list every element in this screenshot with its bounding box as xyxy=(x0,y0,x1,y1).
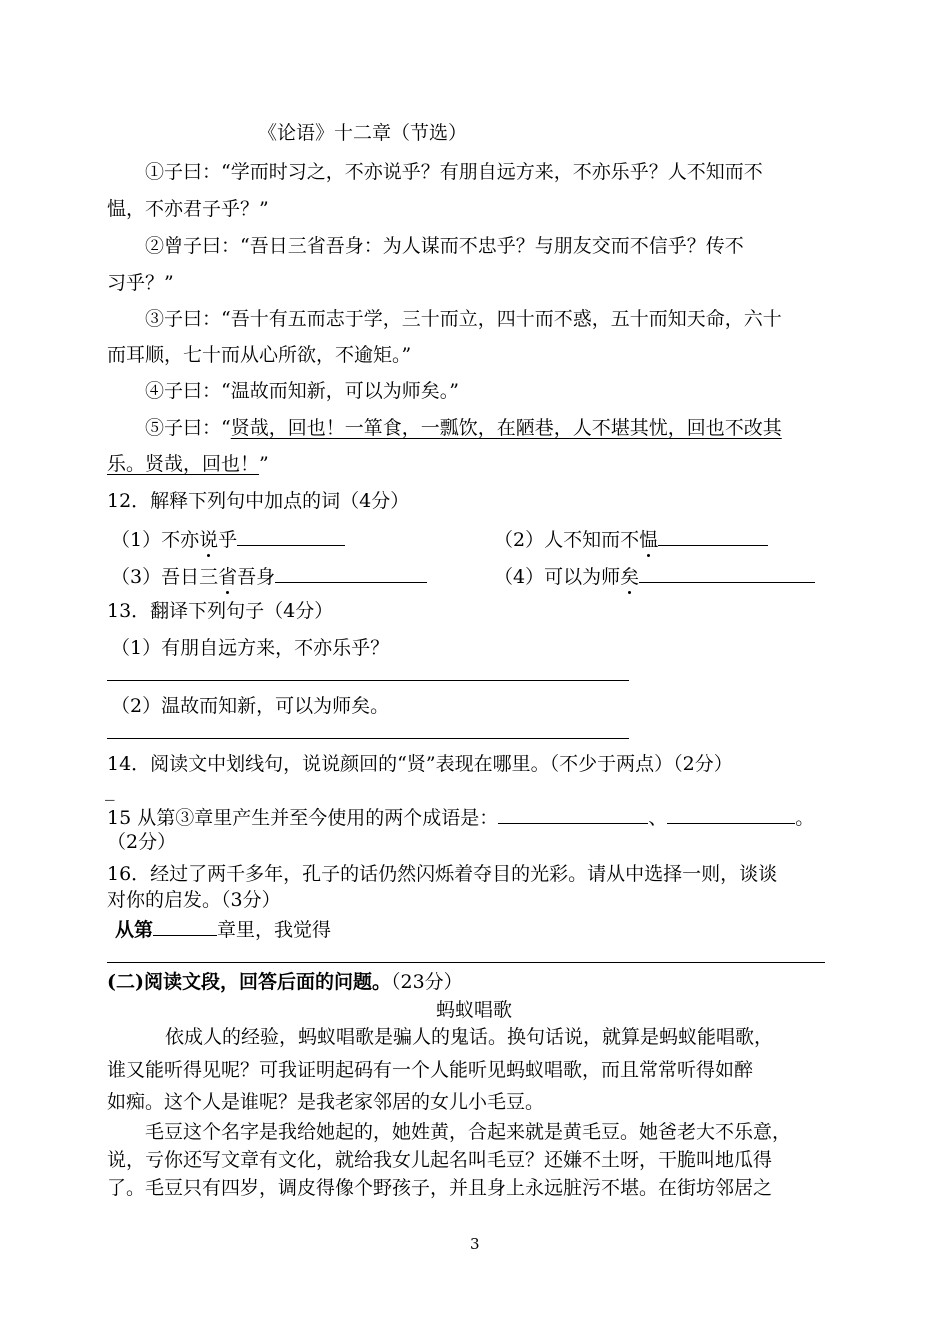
dotted-word: 说 xyxy=(199,529,219,551)
q12-item-1-pre: （1）不亦 xyxy=(111,529,200,551)
q12-item-3-post: 吾身 xyxy=(237,566,276,588)
section-2-score: （23分） xyxy=(390,971,463,993)
section-2-heading-text: (二)阅读文段，回答后面的问题。 xyxy=(107,971,391,993)
chapter-1-line-2: 愠，不亦君子乎？” xyxy=(107,198,269,220)
q15-separator: 、 xyxy=(648,807,668,829)
chapter-2-line-1: ②曾子曰：“吾日三省吾身：为人谋而不忠乎？与朋友交而不信乎？传不 xyxy=(145,235,744,257)
question-16-line-1: 16．经过了两千多年，孔子的话仍然闪烁着夺目的光彩。请从中选择一则，谈谈 xyxy=(107,863,778,885)
dotted-word: 愠 xyxy=(639,529,659,551)
question-14: 14．阅读文中划线句，说说颜回的“贤”表现在哪里。（不少于两点）（2分） xyxy=(107,753,733,775)
q16-answer-line xyxy=(115,916,331,942)
q12-item-4 xyxy=(494,563,815,589)
answer-blank[interactable] xyxy=(237,526,345,546)
q12-item-3 xyxy=(111,563,427,589)
question-16-line-2: 对你的启发。（3分） xyxy=(107,889,281,911)
chapter-2-line-2: 习乎？” xyxy=(107,272,174,294)
answer-line[interactable] xyxy=(107,680,629,681)
q16-answer-post: 章里，我觉得 xyxy=(217,919,332,941)
q15-text: 15 从第③章里产生并至今使用的两个成语是： xyxy=(107,807,499,829)
article-title: 蚂蚁唱歌 xyxy=(436,999,513,1021)
q12-item-2 xyxy=(494,526,768,552)
section-2-heading xyxy=(107,970,463,994)
q15-end: 。 xyxy=(795,807,815,829)
answer-line[interactable] xyxy=(107,962,825,963)
chapter-4-line: ④子曰：“温故而知新，可以为师矣。” xyxy=(145,380,459,402)
question-12-title: 12．解释下列句中加点的词（4分） xyxy=(107,490,410,512)
chapter-5-line-1 xyxy=(145,416,782,440)
paragraph-1-line-2: 谁又能听得见呢？可我证明起码有一个人能听见蚂蚁唱歌，而且常常听得如醉 xyxy=(107,1059,754,1081)
chapter-5-line-2 xyxy=(107,452,269,476)
chapter-3-line-2: 而耳顺，七十而从心所欲，不逾矩。” xyxy=(107,344,412,366)
chapter-5-suffix: ” xyxy=(259,453,269,475)
answer-blank[interactable] xyxy=(639,563,815,583)
answer-blank[interactable] xyxy=(275,563,427,583)
chapter-5-prefix: ⑤子曰：“ xyxy=(145,417,231,439)
chapter-1-line-1: ①子曰：“学而时习之，不亦说乎？有朋自远方来，不亦乐乎？人不知而不 xyxy=(145,161,763,183)
dotted-word: 省 xyxy=(218,566,238,588)
q16-answer-pre: 从第 xyxy=(115,919,154,941)
page-number: 3 xyxy=(470,1235,480,1253)
question-15 xyxy=(107,804,814,830)
answer-line[interactable] xyxy=(107,738,629,739)
paragraph-1-line-1: 依成人的经验，蚂蚁唱歌是骗人的鬼话。换句话说，就算是蚂蚁能唱歌， xyxy=(165,1026,774,1048)
answer-blank[interactable] xyxy=(658,526,768,546)
q14-answer-mark: _ xyxy=(105,779,115,801)
paragraph-1-line-3: 如痴。这个人是谁呢？是我老家邻居的女儿小毛豆。 xyxy=(107,1091,545,1113)
q13-sentence-1: （1）有朋自远方来，不亦乐乎？ xyxy=(111,637,390,659)
poem-title: 《论语》十二章（节选） xyxy=(258,122,468,144)
q12-item-4-pre: （4）可以为师 xyxy=(494,566,621,588)
dotted-word: 矣 xyxy=(620,566,640,588)
answer-blank[interactable] xyxy=(153,916,217,936)
q12-item-2-pre: （2）人不知而不 xyxy=(494,529,640,551)
q13-sentence-2: （2）温故而知新，可以为师矣。 xyxy=(111,695,390,717)
q12-item-1 xyxy=(111,526,345,552)
q12-item-3-pre: （3）吾日三 xyxy=(111,566,219,588)
q12-item-1-post: 乎 xyxy=(218,529,238,551)
question-13-title: 13．翻译下列句子（4分） xyxy=(107,600,334,622)
underlined-sentence: 贤哉，回也！一箪食，一瓢饮，在陋巷，人不堪其忧，回也不改其 xyxy=(230,417,782,439)
paragraph-2-line-2: 说，亏你还写文章有文化，就给我女儿起名叫毛豆？还嫌不土呀，干脆叫地瓜得 xyxy=(107,1149,773,1171)
paragraph-2-line-1: 毛豆这个名字是我给她起的，她姓黄，合起来就是黄毛豆。她爸老大不乐意， xyxy=(145,1121,792,1143)
chapter-3-line-1: ③子曰：“吾十有五而志于学，三十而立，四十而不惑，五十而知天命，六十 xyxy=(145,308,782,330)
answer-blank[interactable] xyxy=(667,804,795,824)
q15-score: （2分） xyxy=(107,831,177,853)
paragraph-2-line-3: 了。毛豆只有四岁，调皮得像个野孩子，并且身上永远脏污不堪。在街坊邻居之 xyxy=(107,1177,773,1199)
underlined-sentence-end: 乐。贤哉，回也！ xyxy=(107,453,260,475)
answer-blank[interactable] xyxy=(498,804,648,824)
